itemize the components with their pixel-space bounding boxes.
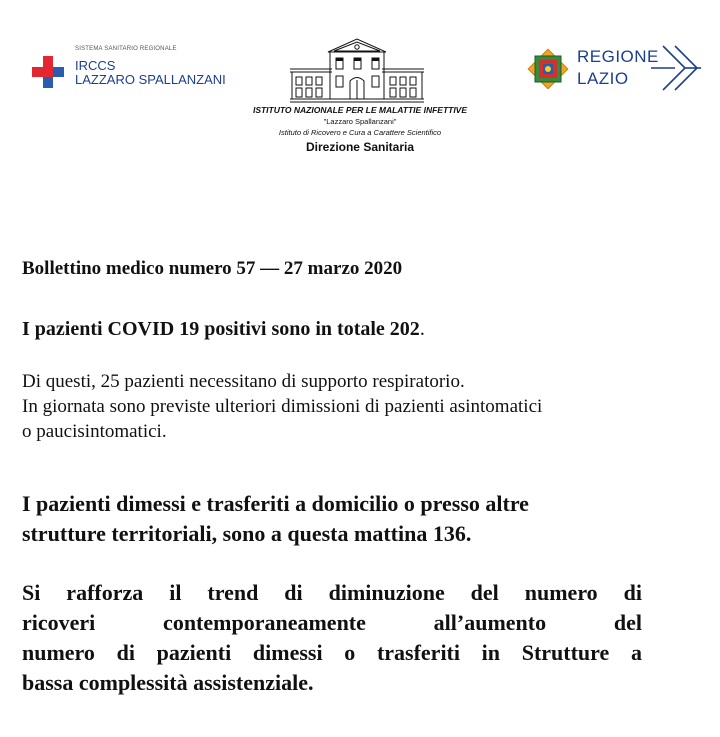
letterhead <box>0 0 720 175</box>
institute-heading <box>200 104 520 155</box>
paragraph-line: strutture territoriali, sono a questa mattina 136. <box>22 521 472 546</box>
paragraph-line: Di questi, 25 pazienti necessitano di supporto respiratorio. <box>22 371 465 392</box>
paragraph-line: o paucisintomatici. <box>22 421 167 442</box>
logo-line-spallanzani: LAZZARO SPALLANZANI <box>75 72 226 87</box>
paragraph-line: numero di pazienti dimessi o trasferiti in Strutture a <box>22 640 642 665</box>
regione-lazio-emblem-icon <box>525 46 571 92</box>
regione-lazio-logo <box>525 44 705 96</box>
trend-paragraph <box>22 578 642 698</box>
paragraph-line: bassa complessità assistenziale. <box>22 670 314 695</box>
discharged-paragraph <box>22 489 682 549</box>
institute-type: Istituto di Ricovero e Cura a Carattere Scientifico <box>278 128 442 137</box>
chevron-lines-icon <box>649 44 703 94</box>
logo-line-irccs: IRCCS <box>75 58 116 73</box>
paragraph-line: ricoveri contemporaneamente all’aumento del <box>22 610 642 635</box>
paragraph-line: Si rafforza il trend di diminuzione del numero di <box>22 580 642 605</box>
department-name: Direzione Sanitaria <box>305 140 415 154</box>
medical-cross-icon <box>32 56 64 88</box>
paragraph-line: In giornata sono previste ulteriori dimissioni di pazienti asintomatici <box>22 396 543 417</box>
total-positive-period: . <box>419 318 425 340</box>
logo-small-caption: SISTEMA SANITARIO REGIONALE <box>75 46 177 52</box>
regione-label: REGIONE <box>577 47 659 66</box>
paragraph-line: I pazienti dimessi e trasferiti a domicilio o presso altre <box>22 491 529 516</box>
spallanzani-logo <box>30 42 230 102</box>
lazio-label: LAZIO <box>577 69 629 88</box>
institute-name: ISTITUTO NAZIONALE PER LE MALATTIE INFETTIVE <box>252 105 468 115</box>
institute-subname: "Lazzaro Spallanzani" <box>323 117 397 126</box>
bulletin-title: Bollettino medico numero 57 — 27 marzo 2020 <box>22 258 403 279</box>
total-positive-paragraph <box>22 318 425 341</box>
total-positive-text: I pazienti COVID 19 positivi sono in totale 202 <box>22 318 420 340</box>
hospital-building-emblem <box>288 36 426 104</box>
respiratory-support-paragraph <box>22 369 682 444</box>
